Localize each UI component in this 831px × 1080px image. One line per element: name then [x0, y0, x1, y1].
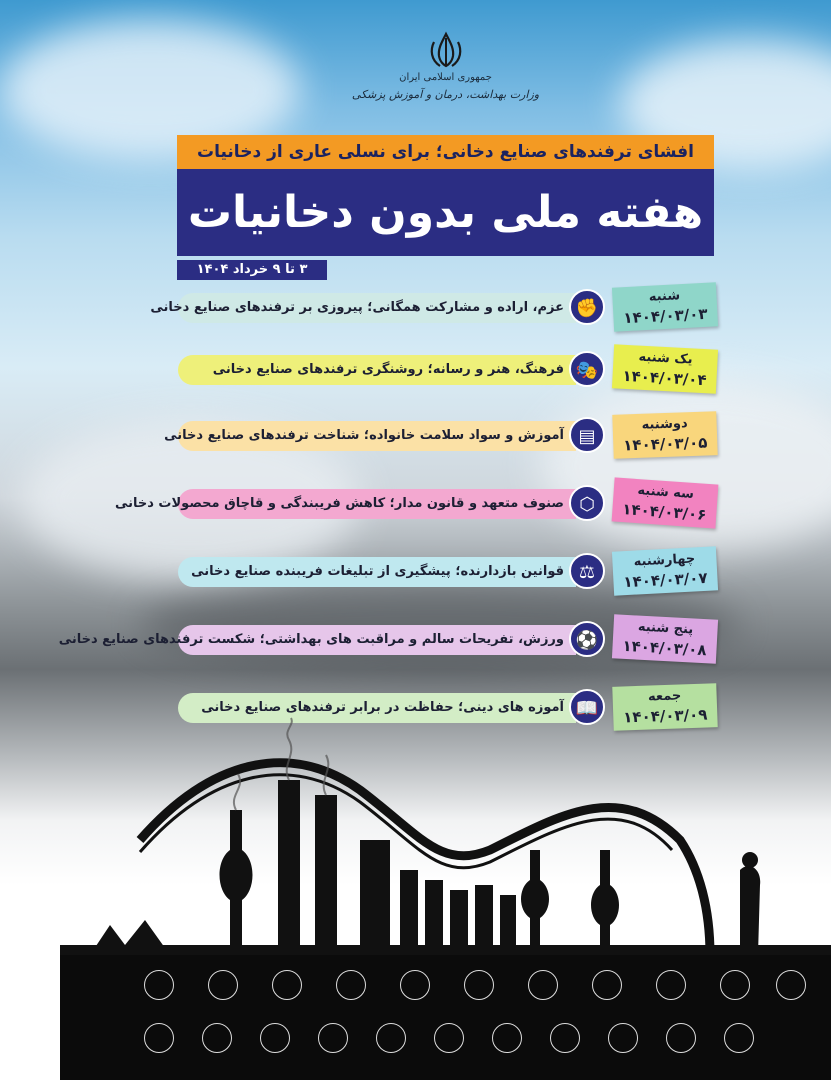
day-name: چهارشنبه: [633, 551, 696, 570]
day-date: ۱۴۰۴/۰۳/۰۷: [622, 568, 708, 592]
partner-logo-icon: [272, 970, 302, 1000]
partner-logo-icon: [550, 1023, 580, 1053]
partner-logo-icon: [528, 970, 558, 1000]
day-date: ۱۴۰۴/۰۳/۰۳: [622, 304, 708, 328]
day-note: [612, 282, 718, 331]
day-theme-bar: عزم، اراده و مشارکت همگانی؛ پیروزی بر ترفندهای صنایع دخانی: [178, 293, 576, 323]
day-row: [60, 413, 831, 459]
tobacco-rollercoaster-silhouette: [60, 720, 831, 960]
teacher-board-icon: ▤: [569, 417, 605, 453]
campaign-title: هفته ملی بدون دخانیات: [177, 169, 714, 256]
partner-logo-icon: [592, 970, 622, 1000]
partner-logo-icon: [776, 970, 806, 1000]
day-theme-bar: قوانین بازدارنده؛ پیشگیری از تبلیغات فریبنده صنایع دخانی: [178, 557, 576, 587]
fist-icon: ✊: [569, 289, 605, 325]
partner-logo-icon: [608, 1023, 638, 1053]
partner-logo-icon: [464, 970, 494, 1000]
day-theme-bar: آموزه های دینی؛ حفاظت در برابر ترفندهای صنایع دخانی: [178, 693, 576, 723]
day-row: [60, 481, 831, 527]
day-note: [612, 477, 719, 528]
partner-logo-icon: [260, 1023, 290, 1053]
day-row: [60, 347, 831, 393]
partner-logo-icon: [376, 1023, 406, 1053]
country-name: جمهوری اسلامی ایران: [399, 72, 492, 83]
day-date: ۱۴۰۴/۰۳/۰۶: [621, 500, 707, 524]
day-theme-bar: صنوف متعهد و قانون مدار؛ کاهش فریبندگی و قاچاق محصولات دخانی: [178, 489, 576, 519]
partner-logo-icon: [144, 970, 174, 1000]
partner-logo-icon: [720, 970, 750, 1000]
day-note: [612, 546, 718, 595]
partner-logo-icon: [724, 1023, 754, 1053]
day-name: جمعه: [647, 688, 682, 705]
day-note: [612, 614, 718, 663]
campaign-dates: ۳ تا ۹ خرداد ۱۴۰۴: [177, 260, 327, 280]
day-row: [60, 617, 831, 663]
partner-logo-icon: [318, 1023, 348, 1053]
day-row: [60, 285, 831, 331]
theater-masks-icon: 🎭: [569, 351, 605, 387]
day-name: دوشنبه: [641, 416, 688, 433]
day-name: پنج شنبه: [637, 619, 694, 638]
day-date: ۱۴۰۴/۰۳/۰۵: [622, 433, 708, 455]
partner-logo-icon: [492, 1023, 522, 1053]
ministry-name: وزارت بهداشت، درمان و آموزش پزشکی: [351, 88, 540, 101]
partner-logos-footer: [60, 955, 831, 1080]
partner-logo-icon: [434, 1023, 464, 1053]
partner-logo-icon: [208, 970, 238, 1000]
day-date: ۱۴۰۴/۰۳/۰۸: [622, 636, 708, 660]
soccer-player-icon: ⚽: [569, 621, 605, 657]
day-name: شنبه: [648, 288, 681, 305]
day-note: [612, 411, 717, 459]
day-date: ۱۴۰۴/۰۳/۰۴: [622, 366, 708, 390]
day-date: ۱۴۰۴/۰۳/۰۹: [622, 705, 708, 727]
quran-icon: 📖: [569, 689, 605, 725]
partner-logo-icon: [202, 1023, 232, 1053]
partner-logo-icon: [666, 1023, 696, 1053]
day-name: سه شنبه: [637, 483, 695, 502]
day-theme-bar: فرهنگ، هنر و رسانه؛ روشنگری ترفندهای صنایع دخانی: [178, 355, 576, 385]
day-name: یک شنبه: [638, 349, 693, 368]
partner-logo-icon: [400, 970, 430, 1000]
network-icon: ⬡: [569, 485, 605, 521]
day-note: [612, 344, 718, 393]
scales-icon: ⚖: [569, 553, 605, 589]
campaign-subtitle: افشای ترفندهای صنایع دخانی؛ برای نسلی عاری از دخانیات: [177, 135, 714, 169]
day-theme-bar: آموزش و سواد سلامت خانواده؛ شناخت ترفندهای صنایع دخانی: [178, 421, 576, 451]
partner-logo-icon: [144, 1023, 174, 1053]
iran-emblem-icon: [424, 28, 468, 72]
day-theme-bar: ورزش، تفریحات سالم و مراقبت های بهداشتی؛ شکست ترفندهای صنایع دخانی: [178, 625, 576, 655]
partner-logo-icon: [336, 970, 366, 1000]
day-row: [60, 549, 831, 595]
partner-logo-icon: [656, 970, 686, 1000]
